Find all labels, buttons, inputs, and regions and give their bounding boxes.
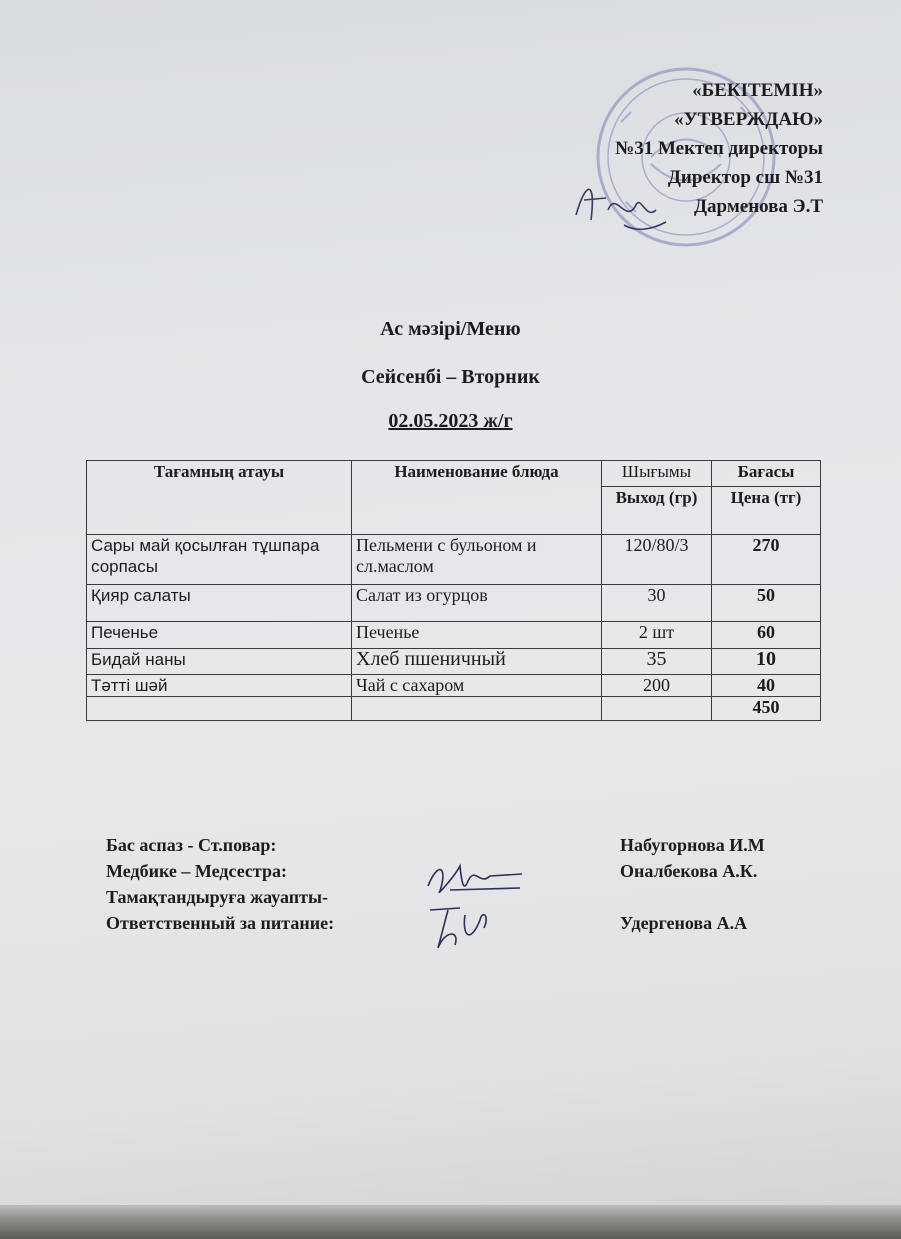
director-name: Дарменова Э.Т — [693, 196, 823, 217]
dish-price: 50 — [712, 585, 821, 622]
dish-yield: 2 шт — [602, 622, 712, 649]
approval-block — [615, 76, 823, 221]
table-total-row — [87, 697, 821, 721]
responsible-label-ru: Ответственный за питание: — [106, 913, 335, 933]
dish-yield: 35 — [602, 649, 712, 675]
header-yield-kz: Шығымы — [602, 461, 712, 487]
dish-kz: Бидай наны — [87, 649, 352, 675]
dish-yield: 120/80/3 — [602, 535, 712, 585]
total-price: 450 — [712, 697, 821, 721]
staff-labels — [106, 832, 334, 936]
names-spacer — [620, 884, 765, 910]
director-title-ru: Директор сш №31 — [667, 167, 823, 188]
total-empty-cell — [87, 697, 352, 721]
header-price-ru: Цена (тг) — [712, 487, 821, 535]
nurse-name: Оналбекова А.К. — [620, 861, 758, 881]
header-price-kz: Бағасы — [712, 461, 821, 487]
responsible-signature — [420, 900, 500, 956]
menu-date: 02.05.2023 ж/г — [388, 410, 513, 432]
table-row — [87, 622, 821, 649]
page-bottom-edge — [0, 1205, 901, 1239]
menu-title: Ас мәзірі/Меню — [380, 318, 521, 340]
nurse-label: Медбике – Медсестра: — [106, 861, 287, 881]
dish-yield: 200 — [602, 675, 712, 697]
table-header-row — [87, 461, 821, 487]
dish-yield: 30 — [602, 585, 712, 622]
table-row — [87, 585, 821, 622]
dish-ru: Салат из огурцов — [352, 585, 602, 622]
dish-ru: Чай с сахаром — [352, 675, 602, 697]
dish-kz: Печенье — [87, 622, 352, 649]
header-kz-name: Тағамның атауы — [87, 461, 352, 535]
total-empty-cell — [352, 697, 602, 721]
header-yield-ru: Выход (гр) — [602, 487, 712, 535]
table-row — [87, 649, 821, 675]
total-empty-cell — [602, 697, 712, 721]
dish-kz: Қияр салаты — [87, 585, 352, 622]
responsible-name: Удергенова А.А — [620, 913, 748, 933]
dish-price: 60 — [712, 622, 821, 649]
dish-kz: Тәтті шәй — [87, 675, 352, 697]
staff-names — [620, 832, 765, 936]
director-title-kz: №31 Мектеп директоры — [615, 138, 823, 159]
dish-ru: Хлеб пшеничный — [352, 649, 602, 675]
approval-ru: «УТВЕРЖДАЮ» — [674, 109, 823, 130]
dish-price: 10 — [712, 649, 821, 675]
dish-ru: Печенье — [352, 622, 602, 649]
menu-table — [86, 460, 821, 721]
menu-day: Сейсенбі – Вторник — [361, 366, 540, 388]
nurse-signature — [420, 856, 530, 902]
table-row — [87, 675, 821, 697]
chef-name: Набугорнова И.М — [620, 835, 765, 855]
table-row — [87, 535, 821, 585]
dish-ru: Пельмени с бульоном и сл.маслом — [352, 535, 602, 585]
header-ru-name: Наименование блюда — [352, 461, 602, 535]
responsible-label-kz: Тамақтандыруға жауапты- — [106, 887, 329, 907]
dish-kz: Сары май қосылған тұшпара сорпасы — [87, 535, 352, 585]
dish-price: 40 — [712, 675, 821, 697]
approval-kz: «БЕКІТЕМІН» — [692, 80, 823, 101]
dish-price: 270 — [712, 535, 821, 585]
chef-label: Бас аспаз - Ст.повар: — [106, 835, 277, 855]
